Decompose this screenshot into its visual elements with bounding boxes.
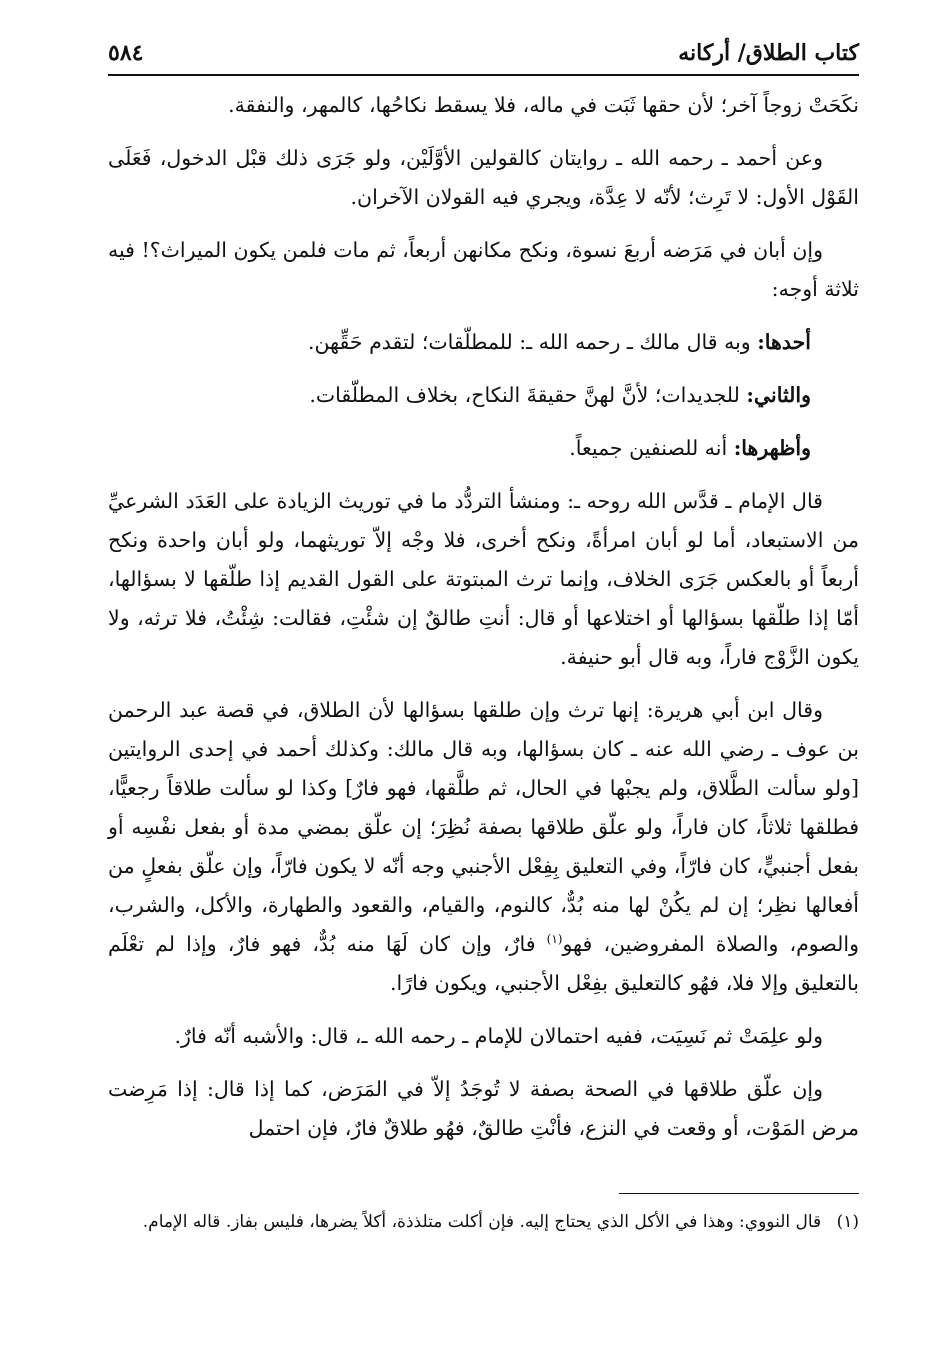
list-item-lead: وأظهرها: <box>733 436 811 460</box>
list-item-text: أنه للصنفين جميعاً. <box>569 436 734 460</box>
header-divider <box>108 74 859 76</box>
header-title: كتاب الطلاق/ أركانه <box>678 40 859 66</box>
paragraph <box>108 691 859 1003</box>
paragraph: ولو علِمَتْ ثم نَسِيَت، ففيه احتمالان للإمام ـ رحمه الله ـ، قال: والأشبه أنّه فارٌ. <box>174 1024 823 1048</box>
paragraph: وإن أبان في مَرَضه أربعَ نسوة، ونكح مكانهن أربعاً، ثم مات فلمن يكون الميراث؟! فيه ثلاثة أوجه: <box>108 238 859 301</box>
list-item-text: للجديدات؛ لأنَّ لهنَّ حقيقةَ النكاح، بخلاف المطلّقات. <box>309 383 747 407</box>
paragraph-text: فارٌ، وإن كان لَهَا منه بُدٌّ، فهو فارٌ، وإذا لم تعْلَم بالتعليق وإلا فلا، فهُو كالتعليق بفِعْل الأجنبي، ويكون فارًا. <box>108 932 859 995</box>
paragraph: قال الإمام ـ قدَّس الله روحه ـ: ومنشأ التردُّد ما في توريث الزيادة على العَدَد الشرعيِّ من الاستبعاد، أما لو أبان امرأةً، ونكح أخرى، فلا وجْه إلاّ توريثهما، ولو أبان واحدة ونكح أربعاً أو بالعكس جَرَى الخلاف، وإنما ترث المبتوتة على القول القديم إذا طلّقها لا بسؤالها، أمّا إذا طلّقها بسؤالها أو اختلاعها أو قال: أنتِ طالقٌ إن شئْتِ، فقالت: شِئْتُ، فلا ترثه، ولا يكون الزَّوْج فاراً، وبه قال أبو حنيفة. <box>108 489 859 669</box>
footnote-reference[interactable]: (١) <box>546 932 563 947</box>
footnote <box>108 1206 859 1238</box>
list-item <box>108 323 859 362</box>
running-header <box>108 28 859 66</box>
footnote-divider <box>619 1193 859 1194</box>
list-item-lead: والثاني: <box>746 383 811 407</box>
list-item-lead: أحدها: <box>757 330 811 354</box>
main-text <box>108 86 859 1148</box>
paragraph: وعن أحمد ـ رحمه الله ـ روايتان كالقولين الأوَّلَيْن، ولو جَرَى ذلك قبْل الدخول، فَعَلَى القَوْل الأول: لا تَرِث؛ لأنّه لا عِدَّة، ويجري فيه القولان الآخران. <box>108 146 859 209</box>
list-item <box>108 376 859 415</box>
paragraph-text: وقال ابن أبي هريرة: إنها ترث وإن طلقها بسؤالها لأن الطلاق، في قصة عبد الرحمن بن عوف ـ رضي الله عنه ـ كان بسؤالها، وبه قال مالك: وكذلك أحمد في إحدى الروايتين [ولو سألت الطَّلاق، ولم يجبْها في الحال، ثم طلَّقها، فهو فارٌ] وكذا لو سألت طلاقاً رجعيًّا، فطلقها ثلاثاً، كان فاراً، ولو علّق طلاقها بصفة نُظِرَ؛ إن علّق بمضي مدة أو بفعل نفْسِه أو بفعل أجنبيٍّ، كان فارّاً، وفي التعليق بِفِعْل الأجنبي وجه أنّه لا يكون فارّاً، وإن علّق بفعلٍ من أفعالها نظِر؛ إن لم يكُنْ لها منه بُدٌّ، كالنوم، والقيام، والقعود والطهارة، والأكل، والشرب، والصوم، والصلاة المفروضين، فهو <box>108 698 859 956</box>
page-number: ٥٨٤ <box>108 40 144 66</box>
footnote-text: قال النووي: وهذا في الأكل الذي يحتاج إليه. فإن أكلت متلذذة، أكلاً يضرها، فليس بفاز. قاله الإمام. <box>142 1212 822 1232</box>
paragraph: نكَحَتْ زوجاً آخر؛ لأن حقها ثَبَت في ماله، فلا يسقط نكاحُها، كالمهر، والنفقة. <box>228 93 859 117</box>
footnote-number: (١) <box>836 1212 859 1232</box>
list-item <box>108 429 859 468</box>
list-item-text: وبه قال مالك ـ رحمه الله ـ: للمطلّقات؛ لتقدم حَقِّهن. <box>307 330 758 354</box>
paragraph: وإن علّق طلاقها في الصحة بصفة لا تُوجَدُ إلاّ في المَرَض، كما إذا قال: إذا مَرِضت مرض المَوْت، أو وقعت في النزع، فأنْتِ طالقٌ، فهُو طلاقٌ فارٌ، فإن احتمل <box>108 1077 859 1140</box>
